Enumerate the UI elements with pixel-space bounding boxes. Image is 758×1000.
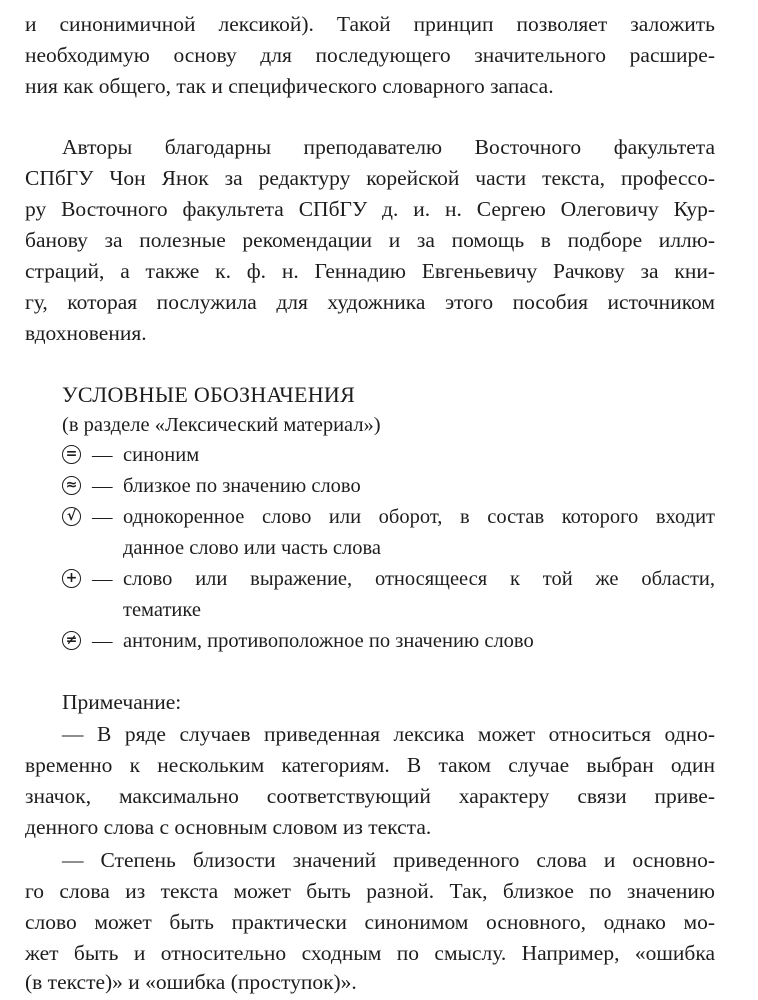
legend-item-text-cont: данное слово или часть слова bbox=[123, 537, 382, 559]
intro-line: необходимую основу для последующего значительного расшире- bbox=[25, 43, 715, 67]
legend-dash: — bbox=[92, 444, 113, 466]
note-line: денного слова с основным словом из текста. bbox=[25, 815, 432, 839]
note-title: Примечание: bbox=[62, 690, 182, 714]
note-line: жет быть и относительно сходным по смыслу. Например, «ошибка bbox=[25, 941, 715, 965]
note-line: временно к нескольким категориям. В таком случае выбран один bbox=[25, 753, 715, 777]
thanks-line: страций, а также к. ф. н. Геннадию Евгеньевичу Рачкову за кни- bbox=[25, 259, 715, 283]
thanks-line: вдохновения. bbox=[25, 321, 147, 345]
not-equal-circle-icon: ≠ bbox=[62, 631, 81, 650]
note-line: го слова из текста может быть разной. Так, близкое по значению bbox=[25, 879, 715, 903]
equals-circle-icon: = bbox=[62, 445, 81, 464]
legend-item-text: однокоренное слово или оборот, в состав которого входит bbox=[123, 506, 715, 528]
plus-circle-icon: + bbox=[62, 569, 81, 588]
legend-item-text: антоним, противоположное по значению слово bbox=[123, 630, 534, 652]
legend-title: УСЛОВНЫЕ ОБОЗНАЧЕНИЯ bbox=[62, 382, 356, 407]
thanks-line: ру Восточного факультета СПбГУ д. и. н. Сергею Олеговичу Кур- bbox=[25, 197, 715, 221]
thanks-line: банову за полезные рекомендации и за помощь в подборе иллю- bbox=[25, 228, 715, 252]
legend-item-text-cont: тематике bbox=[123, 599, 201, 621]
legend-item-text: близкое по значению слово bbox=[123, 475, 361, 497]
intro-line: и синонимичной лексикой). Такой принцип позволяет заложить bbox=[25, 12, 715, 36]
root-circle-icon: √ bbox=[62, 507, 81, 526]
approx-circle-icon: ≈ bbox=[62, 476, 81, 495]
note-line: — В ряде случаев приведенная лексика может относиться одно- bbox=[62, 722, 715, 746]
legend-dash: — bbox=[92, 630, 113, 652]
thanks-line: СПбГУ Чон Янок за редактуру корейской части текста, профессо- bbox=[25, 166, 715, 190]
legend-dash: — bbox=[92, 475, 113, 497]
legend-item-text: синоним bbox=[123, 444, 200, 466]
intro-line: ния как общего, так и специфического словарного запаса. bbox=[25, 74, 554, 98]
legend-subtitle: (в разделе «Лексический материал») bbox=[62, 414, 381, 436]
legend-dash: — bbox=[92, 568, 113, 590]
note-line: слово может быть практически синонимом основного, однако мо- bbox=[25, 910, 715, 934]
legend-dash: — bbox=[92, 506, 113, 528]
note-line: — Степень близости значений приведенного слова и основно- bbox=[62, 848, 715, 872]
note-line: значок, максимально соответствующий характеру связи приве- bbox=[25, 784, 715, 808]
thanks-line: гу, которая послужила для художника этого пособия источником bbox=[25, 290, 715, 314]
legend-item-text: слово или выражение, относящееся к той же области, bbox=[123, 568, 715, 590]
note-line: (в тексте)» и «ошибка (проступок)». bbox=[25, 970, 357, 994]
thanks-line: Авторы благодарны преподавателю Восточного факультета bbox=[62, 135, 715, 159]
